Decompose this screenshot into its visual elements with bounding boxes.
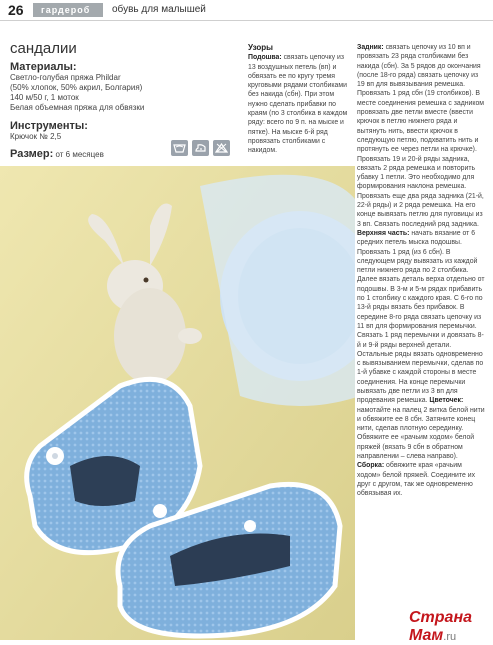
flower-label: Цветочек: — [429, 397, 464, 405]
materials-line: 140 м/50 г, 1 моток — [10, 93, 79, 102]
no-bleach-icon — [213, 140, 230, 156]
article-title: сандалии — [10, 40, 77, 57]
page-number: 26 — [8, 2, 24, 18]
heel-label: Задник: — [357, 44, 384, 51]
section-subtitle: обувь для малышей — [112, 4, 206, 15]
sole-text: связать цепочку из 13 воздушных петель (вп) и обвязать ее по кругу тремя круговыми рядами столбиками без накида (сбн). При этом нужно сделать прибавки по краям (по 3 столбика в каждом ряду: всего по 9 п. на мыске и пятке). На мыске 6-й ряд провязать столбиками с накидом. — [248, 54, 348, 155]
size-heading: Размер: — [10, 148, 54, 160]
product-photo — [0, 166, 355, 640]
header-rule — [0, 20, 493, 21]
materials-heading: Материалы: — [10, 61, 77, 73]
materials-line: (50% хлопок, 50% акрил, Болгария) — [10, 83, 143, 92]
watermark-brand: Страна Мам — [409, 609, 473, 644]
top-part-text: начать вязание от 6 средних петель мыска подошвы. Провязать 1 ряд (из 6 сбн). В следующем ряду вывязать из каждой петли нижнего ряда по 2 столбика. Далее вязать деталь верха отдельно от подошвы. В 3-м и 5-м рядах прибавить по 1 столбику с каждого края. С 6-го по 13-й ряды вязать без прибавок. В середине 8-го ряда связать цепочку из 11 вп для формирования перемычки. Связать 1 ряд перемычки и довязать 8-й и 9-й ряды верхней детали. Остальные ряды вязать одновременно с вывязыванием перемычки, сделав по 1-й убавке с каждой стороны в месте соединения. На конце перемычки вывязать две петли из 3 вп для продевания ремешка. — [357, 229, 485, 405]
size-text: от 6 месяцев — [55, 150, 104, 159]
assembly-text: обвяжите края «рачьим ходом» белой пряжей. Соедините их друг с другом, так же одновременно обвязывая их. — [357, 462, 476, 498]
tools-text: Крючок № 2,5 — [10, 132, 62, 141]
tools-heading: Инструменты: — [10, 120, 88, 132]
top-part-label: Верхняя часть: — [357, 229, 410, 237]
heel-text: связать цепочку из 10 вп и провязать 23 ряда столбиками без накида (сбн). За 5 рядов до окончания (после 18-го ряда) связать цепочку из 19 вп для вывязывания ремешка. Провязать 1 ряд сбн (19 столбиков). В месте соединения ремешка с задником провязать две петли вместе (ввести крючок в петлю нижнего ряда и вытянуть нить, ввести крючок в следующую петлю, подхватить нить и протянуть ее через петли на крючке). Провязать 19 и 20-й ряды задника, связать 2 ряда ремешка и повторить убавку 1 петли. Это необходимо для формирования наклона ремешка. Провязать еще два ряда задника (21-й, 22-й ряды) и 2 ряда ремешка. На его конце вывязать петлю для пуговицы из 3 вп. Связать последний ряд задника. — [357, 44, 485, 228]
page-header — [0, 0, 493, 22]
patterns-column — [248, 43, 350, 156]
materials-line: Белая объемная пряжа для обвязки — [10, 103, 145, 112]
watermark-dot: .ru — [443, 631, 457, 643]
iron-icon — [192, 140, 209, 156]
instructions-column — [357, 43, 485, 499]
materials-line: Светло-голубая пряжа Phildar — [10, 73, 121, 82]
patterns-heading: Узоры — [248, 43, 273, 52]
flower-text: намотайте на палец 2 витка белой нити и обвяжите ее 8 сбн. Затяните конец нити, сделав плотную серединку. Обвяжите ее «рачьим ходом» белой пряжей (вязать 9 сбн в обратном направлении – слева направо). — [357, 406, 485, 461]
hand-wash-icon — [171, 140, 188, 156]
sole-label: Подошва: — [248, 54, 282, 62]
assembly-label: Сборка: — [357, 462, 385, 470]
care-icons — [171, 140, 231, 158]
section-tab: гардероб — [33, 3, 103, 17]
